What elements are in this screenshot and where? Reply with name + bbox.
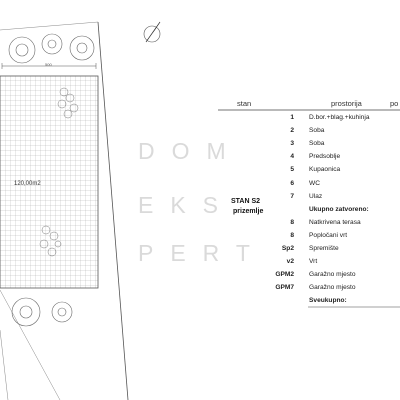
header-cut: po	[390, 99, 399, 108]
room-code: 7	[290, 192, 294, 200]
table-row	[0, 127, 400, 140]
room-name: Spremište	[309, 245, 339, 252]
unit-floor: prizemlje	[233, 208, 264, 215]
table-row	[0, 193, 400, 206]
table-row	[0, 153, 400, 166]
table-row	[0, 258, 400, 271]
table-row	[0, 284, 400, 297]
room-name: Vrt	[309, 258, 318, 266]
room-code: GPM2	[275, 271, 294, 279]
room-code: Sp2	[281, 245, 294, 252]
room-name: Garažno mjesto	[309, 284, 356, 292]
room-code: 1	[290, 114, 294, 121]
room-name: Kupaonica	[309, 166, 341, 174]
watermark-line-2: EKS	[138, 192, 236, 218]
table-row	[0, 140, 400, 153]
dimension-label: 500	[45, 62, 52, 67]
area-label: 120,00m2	[14, 181, 41, 187]
table-row	[0, 206, 400, 219]
room-name: Soba	[309, 127, 325, 135]
header-stan: stan	[237, 99, 252, 108]
room-code: GPM7	[275, 284, 294, 292]
room-name: Garažno mjesto	[309, 271, 356, 279]
table-row	[0, 180, 400, 193]
room-code: v2	[286, 258, 294, 266]
room-code: 4	[290, 153, 294, 161]
room-code: 8	[290, 231, 294, 239]
table-row	[0, 297, 400, 310]
north-arrow-icon	[144, 22, 160, 42]
room-name: WC	[309, 179, 320, 187]
room-name: Predsoblje	[309, 153, 341, 161]
room-code: 5	[290, 166, 294, 174]
room-code: 8	[290, 218, 294, 226]
room-name: Popločani vrt	[309, 231, 348, 239]
room-name: Ukupno zatvoreno:	[309, 205, 369, 213]
watermark-line-1: DOM	[138, 138, 243, 164]
room-code: 3	[290, 140, 294, 148]
room-code: 2	[290, 127, 294, 135]
room-name: D.bor.+blag.+kuhinja	[309, 114, 370, 121]
room-name: Natkrivena terasa	[309, 218, 361, 226]
table-row	[0, 166, 400, 179]
watermark-line-3: PERT	[138, 240, 267, 266]
table-row	[0, 114, 400, 127]
room-name: Ulaz	[309, 192, 323, 200]
table-row	[0, 271, 400, 284]
room-name: Soba	[309, 140, 325, 148]
room-code: 6	[290, 179, 294, 187]
room-name: Sveukupno:	[309, 297, 347, 305]
table-row	[0, 245, 400, 258]
table-row	[0, 219, 400, 232]
unit-name: STAN S2	[231, 198, 261, 205]
header-prostorija: prostorija	[331, 99, 362, 108]
table-row	[0, 232, 400, 245]
